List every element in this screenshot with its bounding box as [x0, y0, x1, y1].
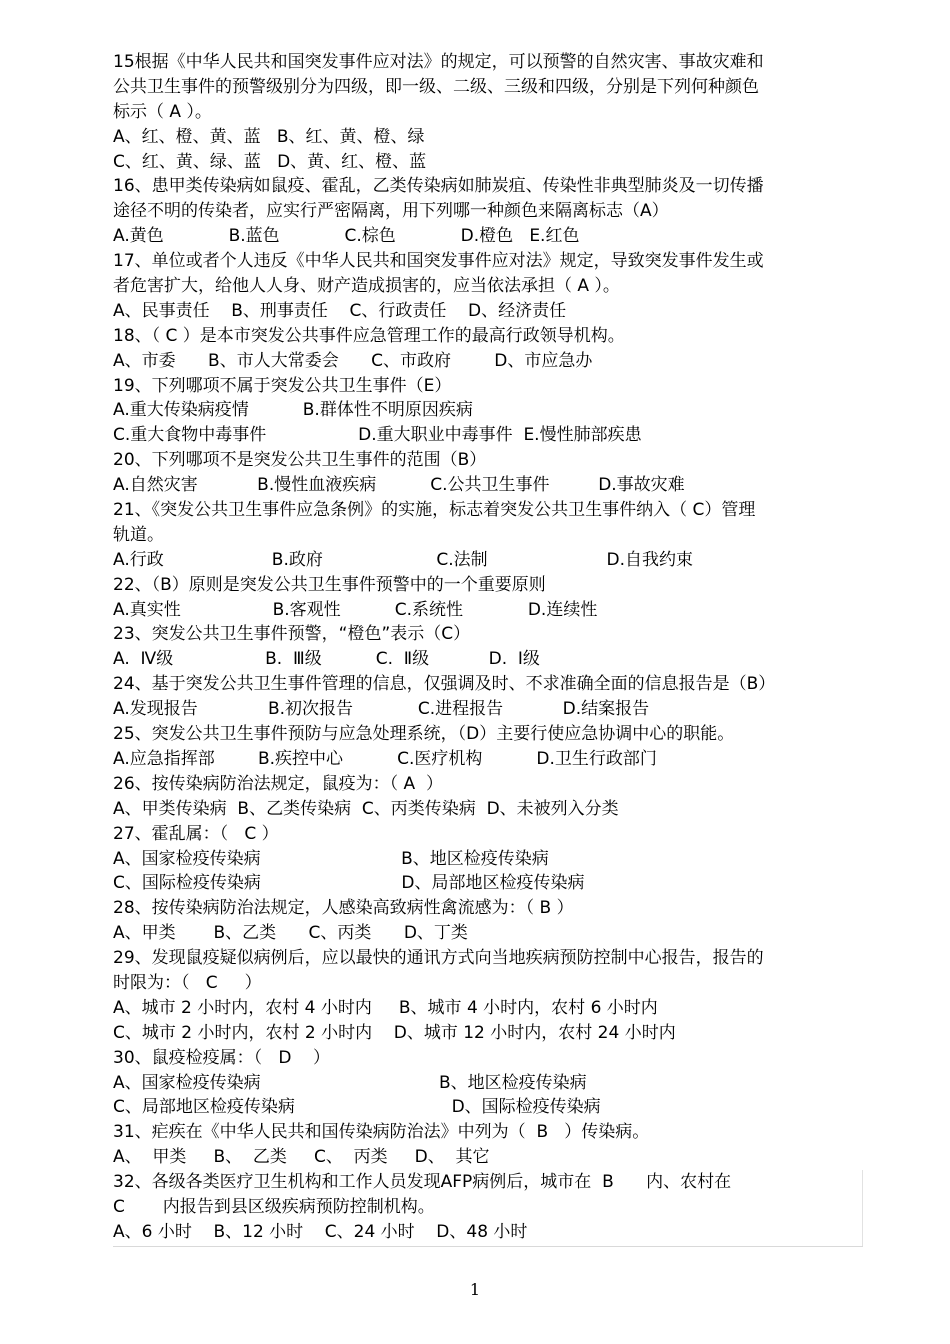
text-line: C、国际检疫传染病 D、局部地区检疫传染病	[113, 873, 585, 894]
text-line: 29、发现鼠疫疑似病例后，应以最快的通讯方式向当地疾病预防控制中心报告，报告的	[113, 948, 764, 969]
text-line: C、局部地区检疫传染病 D、国际检疫传染病	[113, 1097, 601, 1118]
text-line: A.黄色 B.蓝色 C.棕色 D.橙色 E.红色	[113, 226, 580, 247]
text-line: 16、患甲类传染病如鼠疫、霍乱，乙类传染病如肺炭疽、传染性非典型肺炎及一切传播	[113, 176, 764, 197]
text-line: A、国家检疫传染病 B、地区检疫传染病	[113, 1072, 587, 1093]
text-line: A、市委 B、市人大常委会 C、市政府 D、市应急办	[113, 350, 593, 371]
text-line: 26、按传染病防治法规定，鼠疫为：（ A ）	[113, 773, 443, 794]
text-line: 20、下列哪项不是突发公共卫生事件的范围（B）	[113, 450, 487, 471]
text-line: 18、（ C ）是本市突发公共事件应急管理工作的最高行政领导机构。	[113, 325, 625, 346]
text-line: A、红、橙、黄、蓝 B、红、黄、橙、绿	[113, 126, 425, 147]
text-line: C 内报告到县区级疾病预防控制机构。	[113, 1196, 435, 1217]
text-line: 17、单位或者个人违反《中华人民共和国突发事件应对法》规定，导致突发事件发生或	[113, 251, 764, 272]
text-line: A、甲类传染病 B、乙类传染病 C、丙类传染病 D、未被列入分类	[113, 798, 619, 819]
text-line: A.自然灾害 B.慢性血液疾病 C.公共卫生事件 D.事故灾难	[113, 475, 685, 496]
text-line: 轨道。	[113, 524, 164, 545]
text-line: 31、疟疾在《中华人民共和国传染病防治法》中列为（ B ）传染病。	[113, 1122, 650, 1143]
text-line: 23、突发公共卫生事件预警，“橙色”表示（C）	[113, 624, 471, 645]
text-line: A.应急指挥部 B.疾控中心 C.医疗机构 D.卫生行政部门	[113, 748, 657, 769]
page-number: 1	[469, 1280, 481, 1299]
text-line: 15根据《中华人民共和国突发事件应对法》的规定，可以预警的自然灾害、事故灾难和	[113, 52, 764, 72]
document-body	[113, 50, 853, 1245]
text-line: A.真实性 B.客观性 C.系统性 D.连续性	[113, 599, 598, 620]
text-line: 24、基于突发公共卫生事件管理的信息，仅强调及时、不求准确全面的信息报告是（B）	[113, 674, 776, 695]
text-line: 公共卫生事件的预警级别分为四级，即一级、二级、三级和四级，分别是下列何种颜色	[113, 76, 759, 97]
text-line: 21、《突发公共卫生事件应急条例》的实施，标志着突发公共卫生事件纳入（ C）管理	[113, 500, 756, 521]
text-line: 28、按传染病防治法规定，人感染高致病性禽流感为：（ B ）	[113, 898, 574, 919]
text-line: 32、各级各类医疗卫生机构和工作人员发现AFP病例后，城市在 B 内、农村在	[113, 1172, 732, 1193]
text-line: C、红、黄、绿、蓝 D、黄、红、橙、蓝	[113, 151, 427, 172]
right-divider	[862, 1170, 863, 1246]
text-line: A.发现报告 B.初次报告 C.进程报告 D.结案报告	[113, 699, 650, 720]
text-line: 30、鼠疫检疫属：（ D ）	[113, 1047, 331, 1068]
text-line: A. Ⅳ级 B. Ⅲ级 C. Ⅱ级 D. Ⅰ级	[113, 649, 540, 670]
bottom-divider	[113, 1246, 863, 1247]
text-line: C、城市 2 小时内，农村 2 小时内 D、城市 12 小时内，农村 24 小时内	[113, 1022, 676, 1043]
text-line: A.行政 B.政府 C.法制 D.自我约束	[113, 549, 694, 570]
text-line: A.重大传染病疫情 B.群体性不明原因疾病	[113, 400, 473, 421]
text-line: A、国家检疫传染病 B、地区检疫传染病	[113, 848, 549, 869]
text-line: A、民事责任 B、刑事责任 C、行政责任 D、经济责任	[113, 300, 567, 321]
text-line: 25、突发公共卫生事件预防与应急处理系统，（D）主要行使应急协调中心的职能。	[113, 724, 735, 745]
text-line: 27、霍乱属：（ C ）	[113, 823, 279, 844]
text-line: 途径不明的传染者，应实行严密隔离，用下列哪一种颜色来隔离标志（A）	[113, 201, 669, 222]
text-line: A、6 小时 B、12 小时 C、24 小时 D、48 小时	[113, 1221, 528, 1242]
text-line: C.重大食物中毒事件 D.重大职业中毒事件 E.慢性肺部疾患	[113, 425, 642, 446]
text-line: 标示（ A ）。	[113, 101, 212, 122]
text-line: 时限为：（ C ）	[113, 972, 262, 993]
text-line: 22、（B）原则是突发公共卫生事件预警中的一个重要原则	[113, 574, 546, 595]
text-line: 19、下列哪项不属于突发公共卫生事件（E）	[113, 375, 452, 396]
text-line: A、城市 2 小时内，农村 4 小时内 B、城市 4 小时内，农村 6 小时内	[113, 997, 658, 1018]
text-line: A、 甲类 B、 乙类 C、 丙类 D、 其它	[113, 1147, 490, 1168]
text-line: A、甲类 B、乙类 C、丙类 D、丁类	[113, 923, 468, 944]
text-line: 者危害扩大，给他人人身、财产造成损害的，应当依法承担（ A ）。	[113, 276, 620, 297]
